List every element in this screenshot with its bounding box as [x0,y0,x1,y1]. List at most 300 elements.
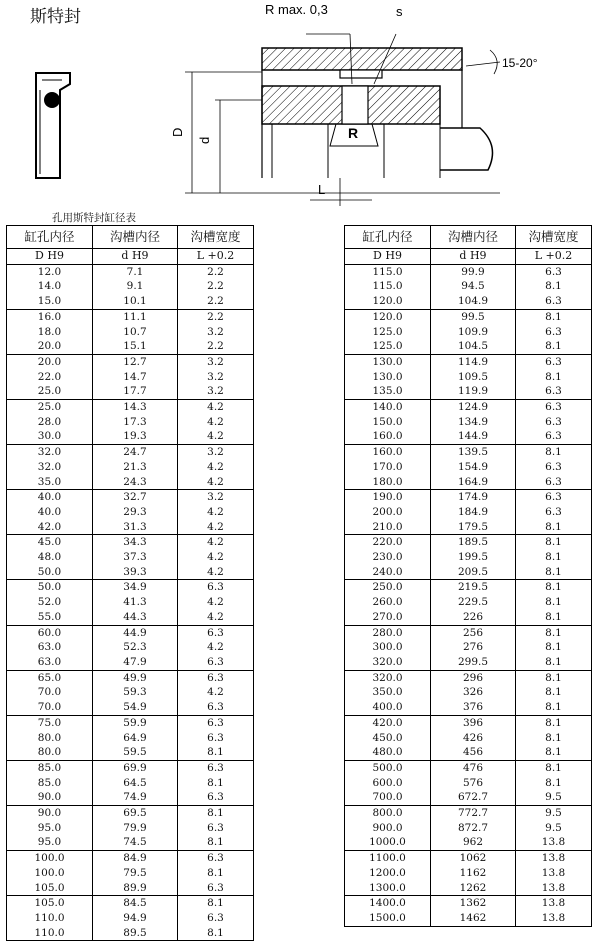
cell-width: 6.3 [178,881,254,896]
cell-width: 6.3 [178,715,254,730]
cell-bore: 16.0 [7,309,93,324]
cell-groove: 74.9 [93,790,178,805]
table-row [345,520,592,535]
cell-groove: 229.5 [431,595,516,610]
cell-groove: 7.1 [93,264,178,279]
cell-bore: 35.0 [7,475,93,490]
cell-groove: 15.1 [93,339,178,354]
table-row [7,790,254,805]
cell-width: 9.5 [516,790,592,805]
cell-width: 8.1 [516,279,592,294]
table-row [345,731,592,746]
table-row [7,415,254,430]
header-bore-diameter: 缸孔内径 [7,226,93,249]
cell-width: 8.1 [516,535,592,550]
table-row [7,400,254,415]
cell-width: 6.3 [178,670,254,685]
cell-groove: 39.3 [93,565,178,580]
cell-width: 6.3 [516,415,592,430]
cell-groove: 59.9 [93,715,178,730]
header-groove-diameter: 沟槽内径 [431,226,516,249]
cell-groove: 24.7 [93,445,178,460]
cell-width: 4.2 [178,415,254,430]
cell-bore: 115.0 [345,264,431,279]
cell-groove: 299.5 [431,655,516,670]
cell-groove: 174.9 [431,490,516,505]
cell-groove: 326 [431,685,516,700]
cell-width: 9.5 [516,806,592,821]
table-row [7,535,254,550]
cell-groove: 14.7 [93,370,178,385]
cell-width: 13.8 [516,896,592,911]
cell-width: 8.1 [516,655,592,670]
table-row [7,279,254,294]
cell-groove: 12.7 [93,354,178,369]
cell-width: 6.3 [516,354,592,369]
table-row [345,760,592,775]
cell-width: 4.2 [178,400,254,415]
cell-groove: 19.3 [93,429,178,444]
cell-width: 13.8 [516,866,592,881]
cell-bore: 1500.0 [345,911,431,926]
cell-groove: 84.5 [93,896,178,911]
cell-bore: 42.0 [7,520,93,535]
cell-bore: 700.0 [345,790,431,805]
cell-width: 6.3 [178,851,254,866]
table-row [345,806,592,821]
cell-bore: 150.0 [345,415,431,430]
cell-groove: 179.5 [431,520,516,535]
cell-bore: 12.0 [7,264,93,279]
cell-width: 8.1 [516,670,592,685]
cell-bore: 95.0 [7,835,93,850]
cell-bore: 115.0 [345,279,431,294]
cell-groove: 59.5 [93,745,178,760]
cell-width: 2.2 [178,294,254,309]
cell-width: 8.1 [516,445,592,460]
cell-bore: 1400.0 [345,896,431,911]
cell-width: 8.1 [516,685,592,700]
cell-groove: 10.7 [93,325,178,340]
unit-width: L +0.2 [516,249,592,265]
cell-groove: 11.1 [93,309,178,324]
cell-bore: 140.0 [345,400,431,415]
cell-width: 8.1 [516,520,592,535]
table-row [345,339,592,354]
cell-width: 3.2 [178,384,254,399]
unit-groove: d H9 [431,249,516,265]
cell-width: 8.1 [516,339,592,354]
seal-section-icon [36,73,70,178]
cell-groove: 17.3 [93,415,178,430]
cell-width: 6.3 [516,400,592,415]
cell-groove: 14.3 [93,400,178,415]
cell-groove: 34.3 [93,535,178,550]
table-row [345,745,592,760]
table-row [345,550,592,565]
cell-bore: 15.0 [7,294,93,309]
angle-label: 15-20° [502,56,538,70]
cell-width: 6.3 [178,700,254,715]
table-row [345,670,592,685]
cell-bore: 135.0 [345,384,431,399]
cell-bore: 110.0 [7,926,93,941]
table-row [345,384,592,399]
table-row [7,520,254,535]
cell-groove: 772.7 [431,806,516,821]
cell-groove: 89.9 [93,881,178,896]
table-row [345,445,592,460]
cell-groove: 396 [431,715,516,730]
cell-bore: 80.0 [7,731,93,746]
cell-bore: 260.0 [345,595,431,610]
cell-groove: 1362 [431,896,516,911]
table-row [345,896,592,911]
cell-groove: 74.5 [93,835,178,850]
cell-groove: 10.1 [93,294,178,309]
unit-bore: D H9 [345,249,431,265]
cell-bore: 350.0 [345,685,431,700]
table-row [7,294,254,309]
table-row [345,580,592,595]
cell-groove: 134.9 [431,415,516,430]
cell-groove: 47.9 [93,655,178,670]
table-row [7,851,254,866]
cell-width: 6.3 [516,264,592,279]
cell-bore: 190.0 [345,490,431,505]
cell-bore: 60.0 [7,625,93,640]
table-row [345,655,592,670]
cell-width: 8.1 [178,806,254,821]
cell-width: 4.2 [178,429,254,444]
cell-bore: 160.0 [345,445,431,460]
cell-width: 4.2 [178,610,254,625]
cell-width: 8.1 [178,745,254,760]
cell-bore: 420.0 [345,715,431,730]
cell-groove: 99.9 [431,264,516,279]
table-row [345,460,592,475]
cell-width: 4.2 [178,550,254,565]
cell-width: 4.2 [178,565,254,580]
cell-bore: 130.0 [345,354,431,369]
cell-bore: 20.0 [7,339,93,354]
table-row [7,325,254,340]
cell-bore: 55.0 [7,610,93,625]
cell-groove: 84.9 [93,851,178,866]
cell-groove: 119.9 [431,384,516,399]
cell-groove: 576 [431,776,516,791]
cell-groove: 139.5 [431,445,516,460]
cell-groove: 69.5 [93,806,178,821]
cell-groove: 426 [431,731,516,746]
cell-bore: 900.0 [345,821,431,836]
cell-bore: 240.0 [345,565,431,580]
cell-width: 13.8 [516,881,592,896]
page-title: 斯特封 [30,7,81,27]
cell-width: 8.1 [516,565,592,580]
table-row [7,460,254,475]
table-row [345,309,592,324]
cell-groove: 104.9 [431,294,516,309]
table-row [345,881,592,896]
cell-bore: 63.0 [7,640,93,655]
cell-groove: 41.3 [93,595,178,610]
table-row [7,610,254,625]
table-row [345,279,592,294]
cell-bore: 100.0 [7,866,93,881]
table-row [7,745,254,760]
cell-groove: 49.9 [93,670,178,685]
cell-width: 8.1 [516,760,592,775]
cell-groove: 1462 [431,911,516,926]
header-groove-diameter: 沟槽内径 [93,226,178,249]
table-row [7,595,254,610]
table-row [345,700,592,715]
cell-bore: 1100.0 [345,851,431,866]
table-row [7,445,254,460]
cell-bore: 200.0 [345,505,431,520]
table-row [345,776,592,791]
table-row [345,565,592,580]
cell-bore: 300.0 [345,640,431,655]
cell-groove: 184.9 [431,505,516,520]
table-row [7,806,254,821]
cell-bore: 130.0 [345,370,431,385]
table-row [7,370,254,385]
cell-width: 6.3 [516,490,592,505]
table-row [7,580,254,595]
table-row [7,700,254,715]
cell-groove: 256 [431,625,516,640]
cell-bore: 160.0 [345,429,431,444]
d-label: d [197,136,212,144]
cell-bore: 250.0 [345,580,431,595]
header-bore-diameter: 缸孔内径 [345,226,431,249]
unit-width: L +0.2 [178,249,254,265]
cell-width: 8.1 [516,640,592,655]
table-row [7,926,254,941]
table-row [7,866,254,881]
cell-groove: 94.9 [93,911,178,926]
cell-width: 4.2 [178,640,254,655]
cell-groove: 59.3 [93,685,178,700]
cell-groove: 456 [431,745,516,760]
table-row [7,776,254,791]
cell-groove: 24.3 [93,475,178,490]
table-row [7,655,254,670]
cell-width: 6.3 [178,580,254,595]
cell-bore: 32.0 [7,445,93,460]
cell-bore: 45.0 [7,535,93,550]
cell-groove: 44.9 [93,625,178,640]
cell-groove: 114.9 [431,354,516,369]
cell-width: 4.2 [178,475,254,490]
cell-width: 6.3 [178,731,254,746]
table-row [345,294,592,309]
cell-bore: 85.0 [7,760,93,775]
cell-bore: 125.0 [345,339,431,354]
cell-groove: 37.3 [93,550,178,565]
cell-width: 3.2 [178,354,254,369]
groove-assembly-drawing [185,34,500,206]
cell-width: 8.1 [516,370,592,385]
cell-width: 6.3 [178,760,254,775]
table-row [7,685,254,700]
unit-groove: d H9 [93,249,178,265]
table-row [345,685,592,700]
cell-width: 4.2 [178,595,254,610]
table-row [345,475,592,490]
cell-bore: 20.0 [7,354,93,369]
cell-width: 8.1 [516,595,592,610]
cell-width: 6.3 [516,384,592,399]
table-row [7,715,254,730]
cell-bore: 52.0 [7,595,93,610]
table-row [345,821,592,836]
cell-bore: 800.0 [345,806,431,821]
cell-bore: 100.0 [7,851,93,866]
table-row [7,429,254,444]
table-row [7,835,254,850]
table-row [7,640,254,655]
cell-width: 8.1 [178,866,254,881]
cell-width: 6.3 [178,655,254,670]
header-groove-width: 沟槽宽度 [516,226,592,249]
table-row [345,505,592,520]
table-row [7,821,254,836]
cell-groove: 1062 [431,851,516,866]
cell-width: 8.1 [178,926,254,941]
cell-bore: 170.0 [345,460,431,475]
cell-width: 9.5 [516,821,592,836]
cell-bore: 180.0 [345,475,431,490]
cell-groove: 52.3 [93,640,178,655]
table-row [345,835,592,850]
cell-bore: 90.0 [7,806,93,821]
table-row [7,565,254,580]
cell-width: 4.2 [178,685,254,700]
cell-bore: 280.0 [345,625,431,640]
table-row [345,790,592,805]
table-row [7,670,254,685]
cell-bore: 25.0 [7,400,93,415]
cell-groove: 54.9 [93,700,178,715]
size-table-right [344,225,592,927]
cell-bore: 65.0 [7,670,93,685]
cell-width: 6.3 [178,790,254,805]
table-row [7,475,254,490]
cell-width: 8.1 [178,776,254,791]
cell-bore: 22.0 [7,370,93,385]
cell-bore: 320.0 [345,670,431,685]
cell-groove: 219.5 [431,580,516,595]
cell-width: 4.2 [178,460,254,475]
cell-groove: 17.7 [93,384,178,399]
cell-groove: 276 [431,640,516,655]
cell-width: 6.3 [516,429,592,444]
R-label: R [348,125,359,141]
unit-bore: D H9 [7,249,93,265]
cell-width: 8.1 [516,550,592,565]
cell-groove: 64.9 [93,731,178,746]
cell-bore: 30.0 [7,429,93,444]
cell-width: 6.3 [178,625,254,640]
cell-groove: 9.1 [93,279,178,294]
cell-bore: 400.0 [345,700,431,715]
cell-bore: 500.0 [345,760,431,775]
table-row [345,610,592,625]
table-row [345,490,592,505]
table-row [345,400,592,415]
cell-groove: 89.5 [93,926,178,941]
cell-width: 8.1 [516,715,592,730]
cell-groove: 1262 [431,881,516,896]
cell-groove: 124.9 [431,400,516,415]
cell-bore: 105.0 [7,896,93,911]
table-row [345,625,592,640]
cell-groove: 296 [431,670,516,685]
cell-bore: 95.0 [7,821,93,836]
cell-groove: 29.3 [93,505,178,520]
rmax-label: R max. 0,3 [265,2,328,17]
cell-groove: 21.3 [93,460,178,475]
cell-bore: 480.0 [345,745,431,760]
table-row [345,415,592,430]
cell-bore: 600.0 [345,776,431,791]
table-row [345,535,592,550]
cell-bore: 85.0 [7,776,93,791]
cell-bore: 70.0 [7,700,93,715]
cell-width: 8.1 [178,835,254,850]
table-row [7,911,254,926]
cell-groove: 209.5 [431,565,516,580]
cell-groove: 476 [431,760,516,775]
s-label: s [396,4,403,19]
table-row [345,595,592,610]
cell-bore: 230.0 [345,550,431,565]
cell-width: 2.2 [178,309,254,324]
table-row [345,715,592,730]
D-label: D [170,127,185,137]
cell-groove: 109.5 [431,370,516,385]
cell-width: 8.1 [516,625,592,640]
table-row [7,625,254,640]
cell-groove: 1162 [431,866,516,881]
cell-bore: 40.0 [7,505,93,520]
cell-width: 6.3 [516,294,592,309]
cell-bore: 75.0 [7,715,93,730]
cell-bore: 25.0 [7,384,93,399]
cell-groove: 79.5 [93,866,178,881]
table-row [345,325,592,340]
cell-bore: 18.0 [7,325,93,340]
header-groove-width: 沟槽宽度 [178,226,254,249]
cell-bore: 220.0 [345,535,431,550]
cell-groove: 376 [431,700,516,715]
table-row [7,550,254,565]
cell-groove: 144.9 [431,429,516,444]
table-row [345,911,592,926]
table-row [7,354,254,369]
cell-bore: 120.0 [345,309,431,324]
table-row [7,881,254,896]
cell-bore: 48.0 [7,550,93,565]
cell-bore: 50.0 [7,565,93,580]
cell-bore: 63.0 [7,655,93,670]
cell-groove: 104.5 [431,339,516,354]
table-row [345,640,592,655]
cell-width: 6.3 [516,475,592,490]
